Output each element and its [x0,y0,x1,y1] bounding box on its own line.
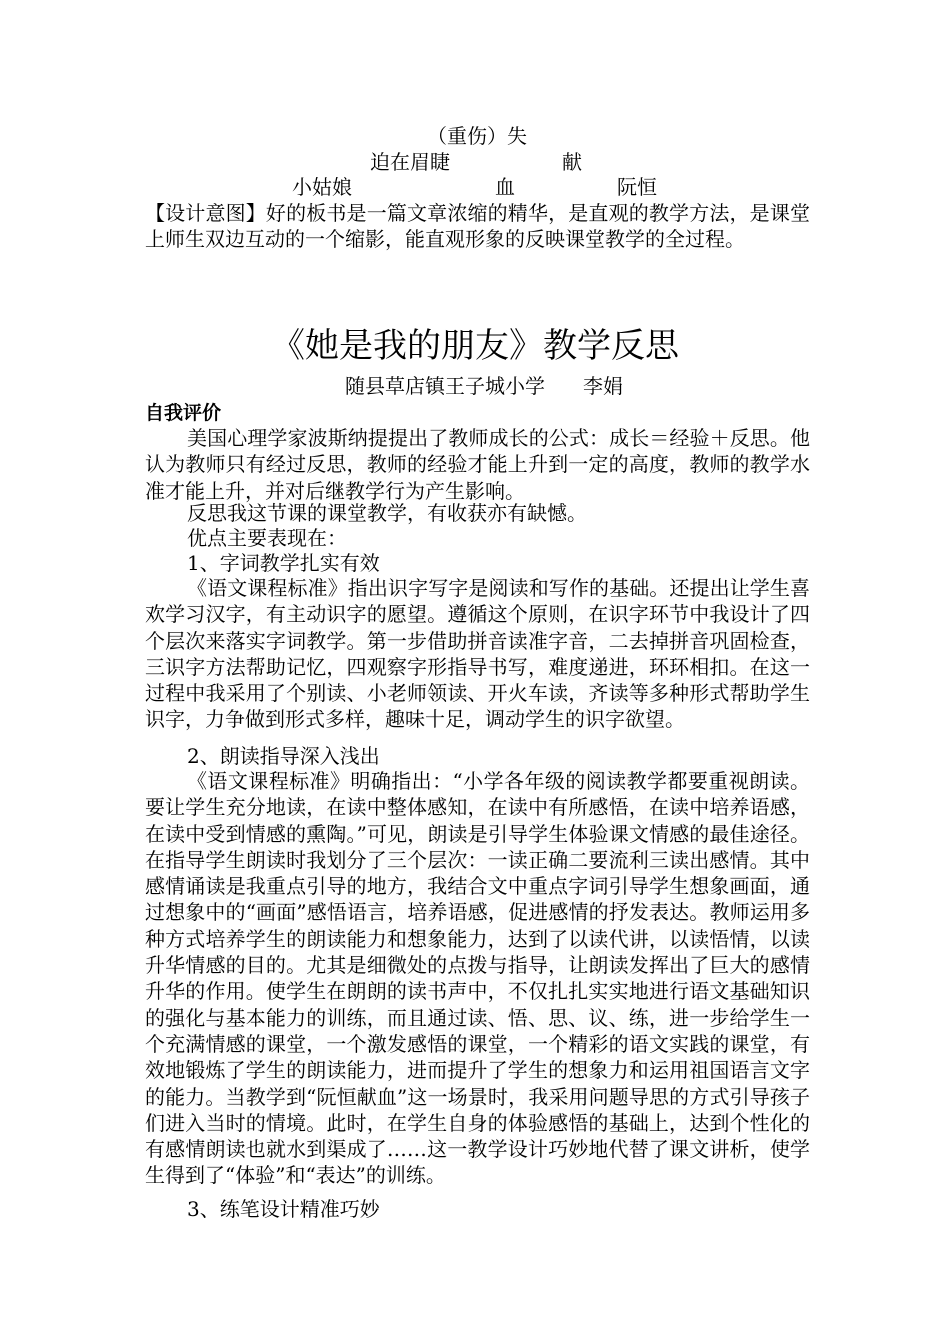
paragraph-strengths-intro: 优点主要表现在： [187,526,347,550]
author-name: 李娟 [583,374,623,398]
board-line-3-right: 阮恒 [617,175,657,199]
section-heading: 自我评价 [145,402,222,424]
subheading-2: 2、朗读指导深入浅出 [187,744,380,768]
board-line-3-left: 小姑娘 [292,175,352,199]
board-line-2-left: 迫在眉睫 [370,150,450,174]
paragraph-reading: 《语文课程标准》明确指出：“小学各年级的阅读教学都要重视朗读。要让学生充分地读，在读中整体感知，在读中有所感悟，在读中培养语感，在读中受到情感的熏陶。”可见，朗读是引导学生体验课文情感的最佳途径。在指导学生朗读时我划分了三个层次：一读正确二要流利三读出感情。其中感情诵读是我重点引导的地方，我结合文中重点字词引导学生想象画面，通过想象中的“画面”感悟语言，培养语感，促进感情的抒发表达。教师运用多种方式培养学生的朗读能力和想象能力，达到了以读代讲，以读悟情，以读升华情感的目的。尤其是细微处的点拨与指导，让朗读发挥出了巨大的感情升华的作用。使学生在朗朗的读书声中，不仅扎扎实实地进行语文基础知识的强化与基本能力的训练，而且通过读、悟、思、议、练，进一步给学生一个充满情感的课堂，一个激发感悟的课堂，一个精彩的语文实践的课堂，有效地锻炼了学生的朗读能力，进而提升了学生的想象力和运用祖国语言文字的能力。当教学到“阮恒献血”这一场景时，我采用问题导思的方式引导孩子们进入当时的情境。此时，在学生自身的体验感悟的基础上，达到个性化的有感情朗读也就水到渠成了……这一教学设计巧妙地代替了课文讲析，使学生得到了“体验”和“表达”的训练。 [145,769,810,1188]
board-line-3-mid: 血 [495,175,515,199]
author-school: 随县草店镇王子城小学 [345,374,545,398]
document-title: 《她是我的朋友》教学反思 [271,326,679,366]
subheading-1: 1、字词教学扎实有效 [187,551,380,575]
paragraph-reflection: 反思我这节课的课堂教学，有收获亦有缺憾。 [187,501,587,525]
board-line-2-right: 献 [562,150,582,174]
paragraph-vocabulary: 《语文课程标准》指出识字写字是阅读和写作的基础。还提出让学生喜欢学习汉字，有主动识字的愿望。遵循这个原则，在识字环节中我设计了四个层次来落实字词教学。第一步借助拼音读准字音，二去掉拼音巩固检查，三识字方法帮助记忆，四观察字形指导书写，难度递进，环环相扣。在这一过程中我采用了个别读、小老师领读、开火车读，齐读等多种形式帮助学生识字，力争做到形式多样，趣味十足，调动学生的识字欲望。 [145,576,810,732]
author-line [345,372,623,400]
board-line-1: （重伤）失 [427,124,527,148]
paragraph-formula: 美国心理学家波斯纳提提出了教师成长的公式：成长＝经验＋反思。他认为教师只有经过反思，教师的经验才能上升到一定的高度，教师的教学水准才能上升，并对后继教学行为产生影响。 [145,426,810,503]
design-intent-paragraph: 【设计意图】好的板书是一篇文章浓缩的精华，是直观的教学方法，是课堂上师生双边互动的一个缩影，能直观形象的反映课堂教学的全过程。 [145,201,810,252]
subheading-3: 3、练笔设计精准巧妙 [187,1197,380,1221]
